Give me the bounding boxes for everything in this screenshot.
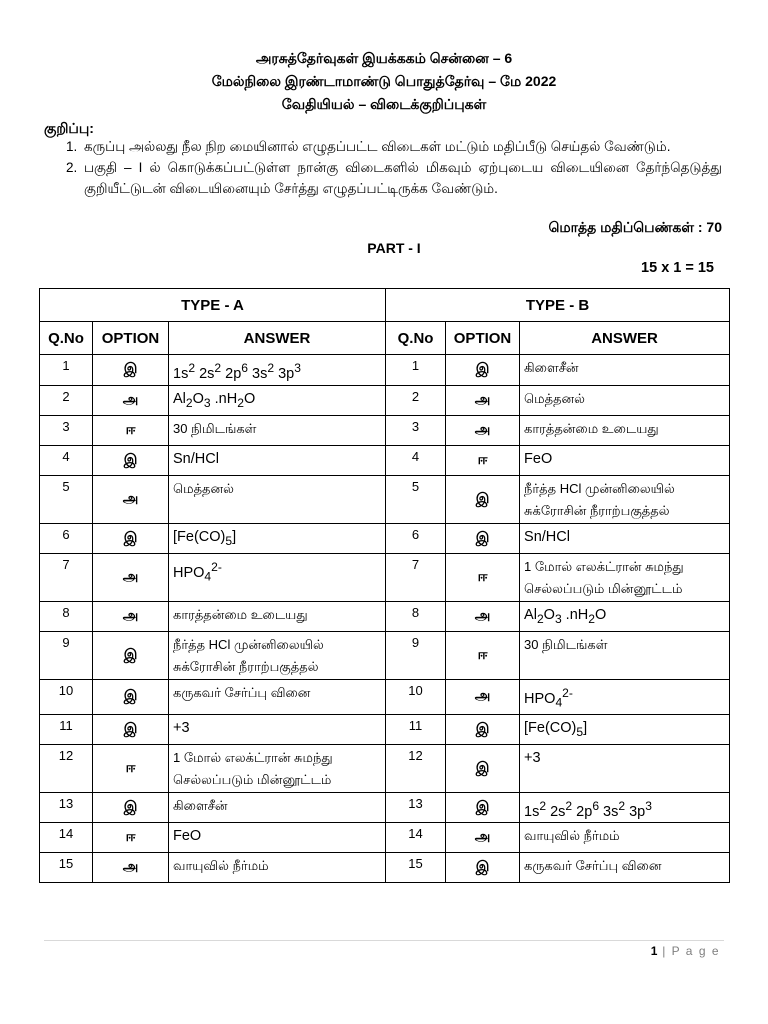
- option-b: ஈ: [446, 553, 520, 601]
- answer-b: 30 நிமிடங்கள்: [520, 631, 730, 679]
- option-b: இ: [446, 744, 520, 792]
- type-a-header: TYPE - A: [40, 289, 386, 322]
- answer-a: $Al_2O_3$ $.nH_2O$: [169, 385, 386, 415]
- answer-b: நீர்த்த HCl முன்னிலையில் சுக்ரோசின் நீராற்பகுத்தல்: [520, 475, 730, 523]
- answer-b: +3: [520, 744, 730, 792]
- col-qno-b: Q.No: [386, 322, 446, 355]
- col-qno-a: Q.No: [40, 322, 93, 355]
- page-label: | P a g e: [662, 944, 720, 958]
- question-number-a: 9: [40, 631, 93, 679]
- question-number-a: 4: [40, 445, 93, 475]
- question-number-b: 6: [386, 523, 446, 553]
- table-row: [40, 631, 730, 679]
- table-row: [40, 445, 730, 475]
- question-number-b: 9: [386, 631, 446, 679]
- note-number: 2.: [66, 160, 78, 175]
- answer-rows: [40, 355, 730, 883]
- answer-b: $[Fe(CO)_5]$: [520, 714, 730, 744]
- answer-a: Sn/HCl: [169, 445, 386, 475]
- question-number-a: 6: [40, 523, 93, 553]
- question-number-b: 4: [386, 445, 446, 475]
- table-row: [40, 679, 730, 714]
- answer-a: $HPO_4^{2-}$: [169, 553, 386, 601]
- answer-a: காரத்தன்மை உடையது: [169, 601, 386, 631]
- question-number-a: 8: [40, 601, 93, 631]
- option-b: அ: [446, 679, 520, 714]
- question-number-a: 7: [40, 553, 93, 601]
- question-number-a: 10: [40, 679, 93, 714]
- table-row: [40, 823, 730, 853]
- answer-a: வாயுவில் நீர்மம்: [169, 853, 386, 883]
- option-a: ஈ: [93, 823, 169, 853]
- question-number-b: 12: [386, 744, 446, 792]
- option-b: இ: [446, 475, 520, 523]
- option-b: இ: [446, 853, 520, 883]
- question-number-a: 2: [40, 385, 93, 415]
- part-title: PART - I: [367, 240, 421, 256]
- question-number-a: 1: [40, 355, 93, 386]
- table-row: [40, 601, 730, 631]
- question-number-b: 10: [386, 679, 446, 714]
- type-b-header: TYPE - B: [386, 289, 730, 322]
- option-a: ஈ: [93, 415, 169, 445]
- answer-a: 30 நிமிடங்கள்: [169, 415, 386, 445]
- question-number-b: 2: [386, 385, 446, 415]
- answer-b: மெத்தனல்: [520, 385, 730, 415]
- header-line-2: மேல்நிலை இரண்டாமாண்டு பொதுத்தேர்வு – மே 2022: [211, 73, 557, 89]
- question-number-b: 5: [386, 475, 446, 523]
- answer-b: $HPO_4^{2-}$: [520, 679, 730, 714]
- question-number-a: 12: [40, 744, 93, 792]
- answer-a: $1s^2$ $2s^2$ $2p^6$ $3s^2$ $3p^3$: [169, 355, 386, 386]
- option-a: இ: [93, 679, 169, 714]
- table-row: [40, 714, 730, 744]
- answer-b: கிளைசீன்: [520, 355, 730, 386]
- note-text: கருப்பு அல்லது நீல நிற மையினால் எழுதப்பட்ட விடைகள் மட்டும் மதிப்பீடு செய்தல் வேண்டும்.: [84, 139, 671, 154]
- note-item: [66, 157, 722, 199]
- option-a: இ: [93, 445, 169, 475]
- page-footer: [651, 944, 720, 958]
- table-row: [40, 792, 730, 823]
- answer-b: காரத்தன்மை உடையது: [520, 415, 730, 445]
- option-b: அ: [446, 601, 520, 631]
- option-b: அ: [446, 385, 520, 415]
- option-a: அ: [93, 553, 169, 601]
- question-number-b: 13: [386, 792, 446, 823]
- table-row: [40, 355, 730, 386]
- answer-a: மெத்தனல்: [169, 475, 386, 523]
- option-b: ஈ: [446, 445, 520, 475]
- option-a: இ: [93, 631, 169, 679]
- option-a: அ: [93, 475, 169, 523]
- answer-a: $[Fe(CO)_5]$: [169, 523, 386, 553]
- footer-divider: [44, 940, 724, 941]
- answer-a: 1 மோல் எலக்ட்ரான் சுமந்து செல்லப்படும் மின்னூட்டம்: [169, 744, 386, 792]
- answer-a: நீர்த்த HCl முன்னிலையில் சுக்ரோசின் நீராற்பகுத்தல்: [169, 631, 386, 679]
- col-answer-b: ANSWER: [520, 322, 730, 355]
- answer-b: FeO: [520, 445, 730, 475]
- option-b: அ: [446, 415, 520, 445]
- answer-b: $1s^2$ $2s^2$ $2p^6$ $3s^2$ $3p^3$: [520, 792, 730, 823]
- answer-a: FeO: [169, 823, 386, 853]
- option-a: இ: [93, 523, 169, 553]
- header-line-1: அரசுத்தேர்வுகள் இயக்ககம் சென்னை – 6: [255, 50, 513, 66]
- option-a: ஈ: [93, 744, 169, 792]
- question-number-a: 15: [40, 853, 93, 883]
- col-answer-a: ANSWER: [169, 322, 386, 355]
- option-b: அ: [446, 823, 520, 853]
- question-number-b: 7: [386, 553, 446, 601]
- table-row: [40, 385, 730, 415]
- note-item: [66, 136, 722, 157]
- question-number-a: 11: [40, 714, 93, 744]
- table-row: [40, 553, 730, 601]
- question-number-b: 15: [386, 853, 446, 883]
- option-b: ஈ: [446, 631, 520, 679]
- option-a: அ: [93, 385, 169, 415]
- answer-b: Sn/HCl: [520, 523, 730, 553]
- question-number-b: 1: [386, 355, 446, 386]
- option-b: இ: [446, 792, 520, 823]
- question-number-b: 11: [386, 714, 446, 744]
- question-number-a: 5: [40, 475, 93, 523]
- answer-a: கருகவர் சேர்ப்பு வினை: [169, 679, 386, 714]
- question-number-a: 14: [40, 823, 93, 853]
- table-row: [40, 744, 730, 792]
- notes-label: குறிப்பு:: [44, 120, 94, 136]
- option-b: இ: [446, 355, 520, 386]
- notes-list: [66, 136, 722, 199]
- page-number: 1: [650, 944, 658, 958]
- answer-a: +3: [169, 714, 386, 744]
- question-number-b: 3: [386, 415, 446, 445]
- option-b: இ: [446, 523, 520, 553]
- question-number-b: 8: [386, 601, 446, 631]
- answer-b: வாயுவில் நீர்மம்: [520, 823, 730, 853]
- part-score: 15 x 1 = 15: [641, 260, 714, 276]
- option-a: இ: [93, 792, 169, 823]
- answer-table: [39, 288, 730, 883]
- option-b: இ: [446, 714, 520, 744]
- option-a: அ: [93, 601, 169, 631]
- table-row: [40, 853, 730, 883]
- note-number: 1.: [66, 139, 78, 154]
- option-a: இ: [93, 714, 169, 744]
- answer-a: கிளைசீன்: [169, 792, 386, 823]
- option-a: அ: [93, 853, 169, 883]
- col-option-a: OPTION: [93, 322, 169, 355]
- answer-b: கருகவர் சேர்ப்பு வினை: [520, 853, 730, 883]
- note-text: பகுதி – I ல் கொடுக்கப்பட்டுள்ள நான்கு விடைகளில் மிகவும் ஏற்புடைய விடையினை தேர்ந்தெடுத்து குறியீட்டுடன் விடையினையும் சேர்த்து எழுதப்பட்டிருக்க வேண்டும்.: [84, 160, 722, 196]
- option-a: இ: [93, 355, 169, 386]
- answer-b: 1 மோல் எலக்ட்ரான் சுமந்து செல்லப்படும் மின்னூட்டம்: [520, 553, 730, 601]
- table-row: [40, 523, 730, 553]
- col-option-b: OPTION: [446, 322, 520, 355]
- table-row: [40, 415, 730, 445]
- answer-b: $Al_2O_3$ $.nH_2O$: [520, 601, 730, 631]
- question-number-a: 13: [40, 792, 93, 823]
- total-marks: மொத்த மதிப்பெண்கள் : 70: [548, 219, 722, 235]
- question-number-a: 3: [40, 415, 93, 445]
- question-number-b: 14: [386, 823, 446, 853]
- header-line-3: வேதியியல் – விடைக்குறிப்புகள்: [281, 96, 487, 112]
- table-row: [40, 475, 730, 523]
